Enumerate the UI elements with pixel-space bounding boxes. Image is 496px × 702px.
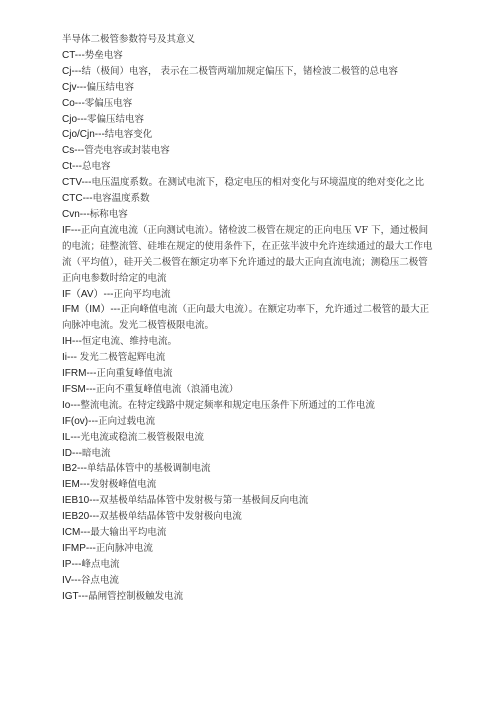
entry-symbol: IF(ov) bbox=[62, 415, 89, 427]
entry-symbol: IP bbox=[62, 558, 72, 570]
entry-description: 发光二极管起辉电流 bbox=[79, 352, 166, 364]
entry-description: 双基极单结晶体管中发射极向电流 bbox=[99, 511, 242, 523]
entry-separator: --- bbox=[80, 527, 91, 539]
entry-symbol: Cjo bbox=[62, 113, 78, 125]
entry-description: 正向平均电流 bbox=[113, 288, 171, 300]
entry-line bbox=[62, 302, 434, 334]
entry-separator: --- bbox=[74, 97, 85, 109]
entry-separator: --- bbox=[77, 463, 88, 475]
entry-description: 管壳电容或封装电容 bbox=[84, 145, 170, 157]
entry-description: 单结晶体管中的基极调制电流 bbox=[87, 463, 211, 475]
entry-line bbox=[62, 541, 434, 557]
entry-symbol: IFMP bbox=[62, 543, 86, 554]
entry-line bbox=[62, 525, 434, 541]
entry-separator: --- bbox=[71, 65, 82, 77]
entry-description: 光电流或稳流二极管极限电流 bbox=[80, 431, 204, 443]
entry-symbol: IF bbox=[62, 224, 71, 236]
entry-line bbox=[62, 414, 434, 430]
entry-line bbox=[62, 64, 434, 80]
entry-description: 发射极峰值电流 bbox=[89, 479, 157, 491]
entry-symbol: IH bbox=[62, 336, 72, 348]
entry-symbol: IB2 bbox=[62, 463, 78, 475]
entry-line bbox=[62, 398, 434, 414]
entry-symbol: Cjo/Cjn bbox=[62, 129, 95, 141]
entry-symbol: IEM bbox=[62, 479, 80, 491]
entry-description: 零偏压结电容 bbox=[87, 113, 145, 125]
entry-separator: --- bbox=[72, 336, 82, 348]
entry-line bbox=[62, 493, 434, 509]
entry-line bbox=[62, 223, 434, 287]
entry-symbol: IEB10 bbox=[62, 495, 90, 507]
entry-separator: --- bbox=[81, 177, 92, 189]
entry-symbol: IF（AV） bbox=[62, 288, 104, 300]
entry-symbol: IFSM bbox=[62, 383, 86, 395]
entry-symbol: Cs bbox=[62, 145, 75, 157]
entry-separator: --- bbox=[70, 399, 81, 411]
entry-description: 正向直流电流（正向测试电流）。锗检波二极管在规定的正向电压 VF 下，通过极间的电流；硅整流管、硅堆在规定的使用条件下，在正弦半波中允许连续通过的最大工作电流（平均值），硅开关二极管在额定功率下允许通过的最大正向直流电流；测稳压二极管正向电参数时给定的电流 bbox=[62, 224, 433, 284]
entry-separator: --- bbox=[89, 495, 100, 507]
entry-symbol: Ii bbox=[62, 352, 67, 364]
entry-description: 峰点电流 bbox=[81, 558, 120, 570]
entry-separator: --- bbox=[71, 558, 82, 570]
entry-separator: --- bbox=[78, 590, 89, 602]
entry-line bbox=[62, 334, 434, 350]
entry-symbol: ICM bbox=[62, 527, 81, 539]
entry-description: 恒定电流、维持电流。 bbox=[82, 336, 178, 348]
entry-line bbox=[62, 96, 434, 112]
entry-line bbox=[62, 477, 434, 493]
entry-symbol: CTV bbox=[62, 177, 82, 189]
entry-separator: --- bbox=[89, 511, 100, 523]
entry-separator: --- bbox=[70, 574, 81, 586]
entry-description: 标称电容 bbox=[89, 208, 128, 220]
entry-separator: --- bbox=[85, 383, 96, 395]
entry-line bbox=[62, 159, 434, 175]
entry-description: 双基极单结晶体管中发射极与第一基极间反向电流 bbox=[99, 495, 309, 507]
entry-description: 正向脉冲电流 bbox=[95, 543, 153, 554]
entry-separator: --- bbox=[94, 129, 105, 141]
entry-separator: --- bbox=[79, 479, 90, 491]
entry-description: 零偏压电容 bbox=[84, 97, 133, 109]
entry-symbol: IV bbox=[62, 574, 71, 586]
entry-line bbox=[62, 207, 434, 223]
entry-description: 电压温度系数。在测试电流下，稳定电压的相对变化与环境温度的绝对变化之比 bbox=[91, 177, 424, 189]
document-title: 半导体二极管参数符号及其意义 bbox=[62, 34, 196, 45]
entry-symbol: CTC bbox=[62, 193, 83, 205]
entry-description: 正向重复峰值电流 bbox=[96, 368, 173, 380]
entry-line bbox=[62, 191, 434, 207]
entry-description: 势垒电容 bbox=[84, 49, 123, 61]
entry-symbol: IL bbox=[62, 431, 71, 443]
entry-separator: --- bbox=[76, 81, 87, 93]
entry-description: 结（极间）电容， 表示在二极管两端加规定偏压下，锗检波二极管的总电容 bbox=[81, 65, 398, 77]
entry-list bbox=[62, 48, 434, 605]
entry-line bbox=[62, 461, 434, 477]
entry-line bbox=[62, 557, 434, 573]
entry-separator: --- bbox=[79, 208, 90, 220]
entry-description: 正向不重复峰值电流（浪涌电流） bbox=[95, 383, 239, 395]
entry-symbol: CT bbox=[62, 49, 75, 61]
entry-description: 正向过载电流 bbox=[98, 415, 156, 427]
entry-separator: --- bbox=[70, 431, 81, 443]
entry-separator: --- bbox=[67, 352, 80, 364]
entry-symbol: IEB20 bbox=[62, 511, 90, 523]
entry-symbol: Cjv bbox=[62, 81, 77, 93]
entry-separator: --- bbox=[85, 543, 96, 554]
entry-separator: --- bbox=[103, 288, 114, 300]
entry-line bbox=[62, 112, 434, 128]
entry-description: 整流电流。在特定线路中规定频率和规定电压条件下所通过的工作电流 bbox=[80, 399, 375, 411]
entry-symbol: Cj bbox=[62, 65, 72, 77]
entry-description: 结电容变化 bbox=[104, 129, 153, 141]
entry-separator: --- bbox=[77, 113, 88, 125]
entry-separator: --- bbox=[110, 304, 121, 316]
entry-description: 偏压结电容 bbox=[86, 81, 134, 93]
entry-symbol: IFRM bbox=[62, 368, 87, 380]
entry-line bbox=[62, 175, 434, 191]
entry-symbol: ID bbox=[62, 447, 72, 459]
entry-description: 正向峰值电流（正向最大电流）。在额定功率下，允许通过二极管的最大正向脉冲电流。发光二极管极限电流。 bbox=[62, 304, 430, 332]
entry-separator: --- bbox=[74, 49, 85, 61]
entry-symbol: Io bbox=[62, 399, 71, 411]
entry-separator: --- bbox=[82, 193, 93, 205]
entry-symbol: IGT bbox=[62, 590, 79, 602]
entry-description: 电容温度系数 bbox=[92, 193, 150, 205]
entry-line bbox=[62, 80, 434, 96]
entry-line bbox=[62, 48, 434, 64]
entry-description: 晶闸管控制极触发电流 bbox=[88, 590, 184, 602]
entry-symbol: Co bbox=[62, 97, 75, 109]
entry-description: 暗电流 bbox=[82, 447, 111, 459]
entry-line bbox=[62, 446, 434, 462]
entry-line bbox=[62, 589, 434, 605]
entry-line bbox=[62, 350, 434, 366]
document-body bbox=[62, 32, 434, 605]
entry-description: 谷点电流 bbox=[80, 574, 119, 586]
entry-line bbox=[62, 573, 434, 589]
entry-line bbox=[62, 366, 434, 382]
entry-separator: --- bbox=[72, 161, 82, 173]
entry-line bbox=[62, 382, 434, 398]
entry-symbol: IFM（IM） bbox=[62, 304, 111, 316]
entry-separator: --- bbox=[72, 447, 82, 459]
entry-separator: --- bbox=[86, 368, 97, 380]
entry-line bbox=[62, 143, 434, 159]
entry-line bbox=[62, 287, 434, 303]
entry-line bbox=[62, 430, 434, 446]
entry-separator: --- bbox=[74, 145, 85, 157]
entry-separator: --- bbox=[70, 224, 81, 236]
entry-symbol: Cvn bbox=[62, 208, 80, 220]
entry-separator: --- bbox=[88, 415, 99, 427]
entry-description: 最大输出平均电流 bbox=[90, 527, 167, 539]
entry-line bbox=[62, 509, 434, 525]
entry-symbol: Ct bbox=[62, 161, 72, 173]
entry-line bbox=[62, 127, 434, 143]
entry-description: 总电容 bbox=[82, 161, 111, 173]
